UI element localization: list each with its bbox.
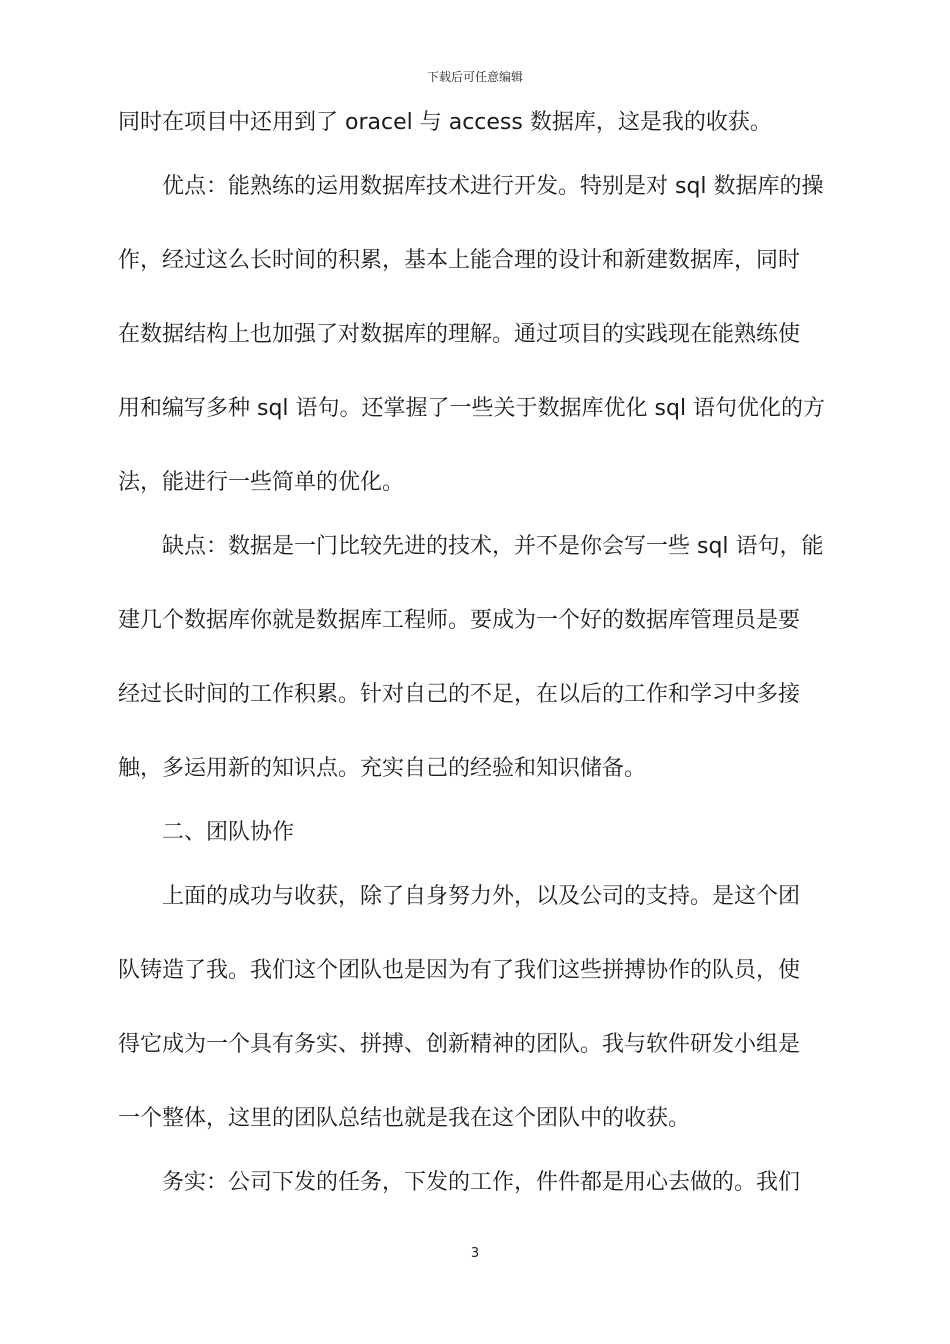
- body-line: 用和编写多种 sql 语句。还掌握了一些关于数据库优化 sql 语句优化的方: [118, 396, 826, 421]
- body-line: 法，能进行一些简单的优化。: [118, 470, 405, 495]
- paragraph-first-line: 缺点：数据是一门比较先进的技术，并不是你会写一些 sql 语句，能: [162, 534, 824, 559]
- section-heading: 二、团队协作: [162, 820, 295, 845]
- paragraph-first-line: 务实：公司下发的任务，下发的工作，件件都是用心去做的。我们: [162, 1170, 801, 1195]
- body-line: 触，多运用新的知识点。充实自己的经验和知识储备。: [118, 756, 647, 781]
- paragraph-first-line: 优点：能熟练的运用数据库技术进行开发。特别是对 sql 数据库的操: [162, 174, 824, 199]
- body-line: 一个整体，这里的团队总结也就是我在这个团队中的收获。: [118, 1106, 691, 1131]
- document-body: [118, 100, 832, 1206]
- page-header: 下载后可任意编辑: [426, 70, 523, 84]
- paragraph-first-line: 上面的成功与收获，除了自身努力外，以及公司的支持。是这个团: [162, 884, 801, 909]
- body-line: 经过长时间的工作积累。针对自己的不足，在以后的工作和学习中多接: [118, 682, 801, 707]
- body-line: 作，经过这么长时间的积累，基本上能合理的设计和新建数据库，同时: [118, 248, 801, 273]
- body-line: 同时在项目中还用到了 oracel 与 access 数据库，这是我的收获。: [118, 110, 772, 135]
- body-line: 队铸造了我。我们这个团队也是因为有了我们这些拼搏协作的队员，使: [118, 958, 801, 983]
- body-line: 建几个数据库你就是数据库工程师。要成为一个好的数据库管理员是要: [118, 608, 801, 633]
- page-number: 3: [470, 1246, 480, 1261]
- body-line: 在数据结构上也加强了对数据库的理解。通过项目的实践现在能熟练使: [118, 322, 801, 347]
- body-line: 得它成为一个具有务实、拼搏、创新精神的团队。我与软件研发小组是: [118, 1032, 801, 1057]
